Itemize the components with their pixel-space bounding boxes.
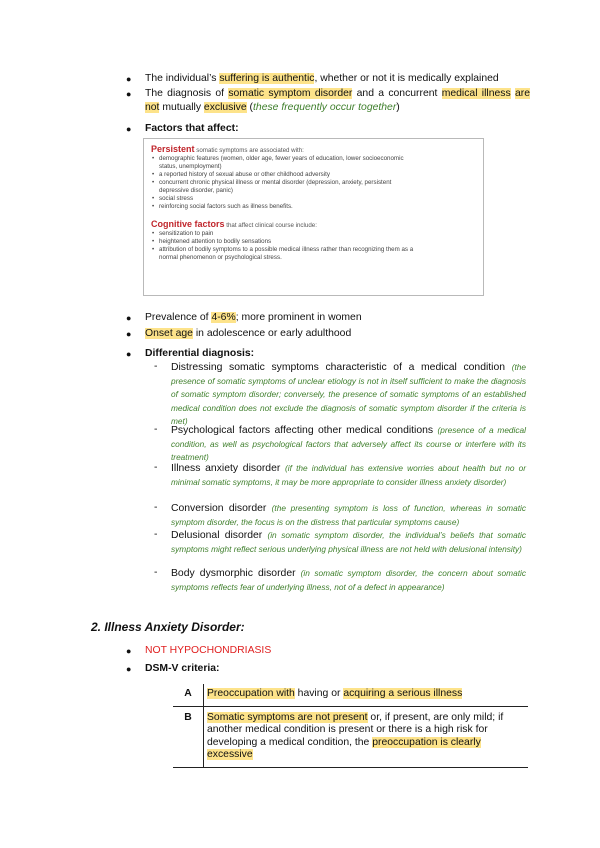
factors-figure: Persistent somatic symptoms are associated with: • demographic features (women, older age, fewer years of education, lower socioeconomic status, unemployment) • a reported history of sexual abuse or other childhood adversity • concurrent chronic physical illness or mental disorder (depression, anxiety, persistent depressive disorder, panic) • social stress • reinforcing social factors such as illness benefits. Cognitive factors that affect clinical course include: • sensitization to pain • heightened attention to bodily sensations • attribution of bodily symptoms to a possible medical illness rather than recognizing them as a normal phenomenon or psychological stress. bbox=[143, 138, 484, 296]
bullet-dot: ● bbox=[126, 646, 132, 656]
list-item: • social stress bbox=[159, 195, 476, 203]
list-item: • concurrent chronic physical illness or mental disorder (depression, anxiety, persistent bbox=[159, 179, 476, 187]
bullet-dsm-criteria: ● DSM-V criteria: bbox=[126, 663, 220, 674]
persistent-title: Persistent bbox=[151, 144, 195, 154]
list-item: • demographic features (women, older age, fewer years of education, lower socioeconomic bbox=[159, 155, 476, 163]
list-item: status, unemployment) bbox=[159, 163, 222, 170]
differential-item: - Delusional disorder (in somatic symptom disorder, the individual’s beliefs that somatic symptoms might reflect serious underlying physical illness are not held with delusional intensity) bbox=[154, 529, 526, 554]
bullet-dot: ● bbox=[126, 124, 132, 134]
list-item: • reinforcing social factors such as illness benefits. bbox=[159, 203, 476, 211]
criterion-text: Somatic symptoms are not present or, if present, are only mild; if another medical condition is present or there is a high risk for developing a medical condition, the preoccupation is clearly excessive bbox=[204, 706, 529, 767]
bullet-not-exclusive: ● The diagnosis of somatic symptom disorder and a concurrent medical illness are not mutually exclusive (these frequently occur together) bbox=[126, 88, 530, 113]
list-item: depressive disorder, panic) bbox=[159, 187, 233, 194]
list-item: • sensitization to pain bbox=[159, 230, 476, 238]
list-item: normal phenomenon or psychological stress. bbox=[159, 254, 282, 261]
list-item: • a reported history of sexual abuse or other childhood adversity bbox=[159, 171, 476, 179]
bullet-dot: ● bbox=[126, 349, 132, 359]
list-item: • attribution of bodily symptoms to a possible medical illness rather than recognizing them as a bbox=[159, 246, 476, 254]
bullet-dot: ● bbox=[126, 664, 132, 674]
bullet-dot: ● bbox=[126, 89, 132, 99]
bullet-differential: ● Differential diagnosis: bbox=[126, 348, 255, 359]
cognitive-list bbox=[151, 230, 476, 262]
table-row bbox=[173, 684, 528, 706]
bullet-not-hypochondriasis: ● NOT HYPOCHONDRIASIS bbox=[126, 645, 272, 656]
bullet-prevalence: ● Prevalence of 4-6%; more prominent in women bbox=[126, 312, 362, 323]
cognitive-title: Cognitive factors bbox=[151, 219, 225, 229]
differential-item: - Body dysmorphic disorder (in somatic symptom disorder, the concern about somatic symptoms reflects fear of underlying illness, not of a defect in appearance) bbox=[154, 567, 526, 592]
bullet-dot: ● bbox=[126, 329, 132, 339]
bullet-factors: ● Factors that affect: bbox=[126, 123, 239, 134]
persistent-list bbox=[151, 155, 476, 211]
criterion-text: Preoccupation with having or acquiring a serious illness bbox=[204, 684, 529, 706]
bullet-onset: ● Onset age in adolescence or early adulthood bbox=[126, 328, 352, 339]
criterion-label: A bbox=[173, 684, 204, 706]
section-title: 2. Illness Anxiety Disorder: bbox=[91, 620, 245, 634]
criterion-label: B bbox=[173, 706, 204, 767]
table-row bbox=[173, 706, 528, 767]
differential-item: - Distressing somatic symptoms characteristic of a medical condition (the presence of somatic symptoms of unclear etiology is not in itself sufficient to make the diagnosis of somatic symptom disorder; conversely, the presence of somatic symptoms of an established medical condition does not exclude the diagnosis of somatic symptom disorder if the criteria is met) bbox=[154, 361, 526, 426]
bullet-authentic-suffering: ● The individual’s suffering is authentic, whether or not it is medically explained bbox=[126, 73, 499, 84]
differential-item: - Conversion disorder (the presenting symptom is loss of function, whereas in somatic symptom disorder, the focus is on the distress that particular symptoms cause) bbox=[154, 502, 526, 527]
differential-item: - Psychological factors affecting other medical conditions (presence of a medical condition, as well as psychological factors that adversely affect its course or interfere with its treatment) bbox=[154, 424, 527, 462]
bullet-dot: ● bbox=[126, 74, 132, 84]
bullet-dot: ● bbox=[126, 313, 132, 323]
list-item: • heightened attention to bodily sensations bbox=[159, 238, 476, 246]
differential-item: - Illness anxiety disorder (if the individual has extensive worries about health but no or minimal somatic symptoms, it may be more appropriate to consider illness anxiety disorder) bbox=[154, 462, 527, 487]
criteria-table bbox=[173, 684, 528, 768]
